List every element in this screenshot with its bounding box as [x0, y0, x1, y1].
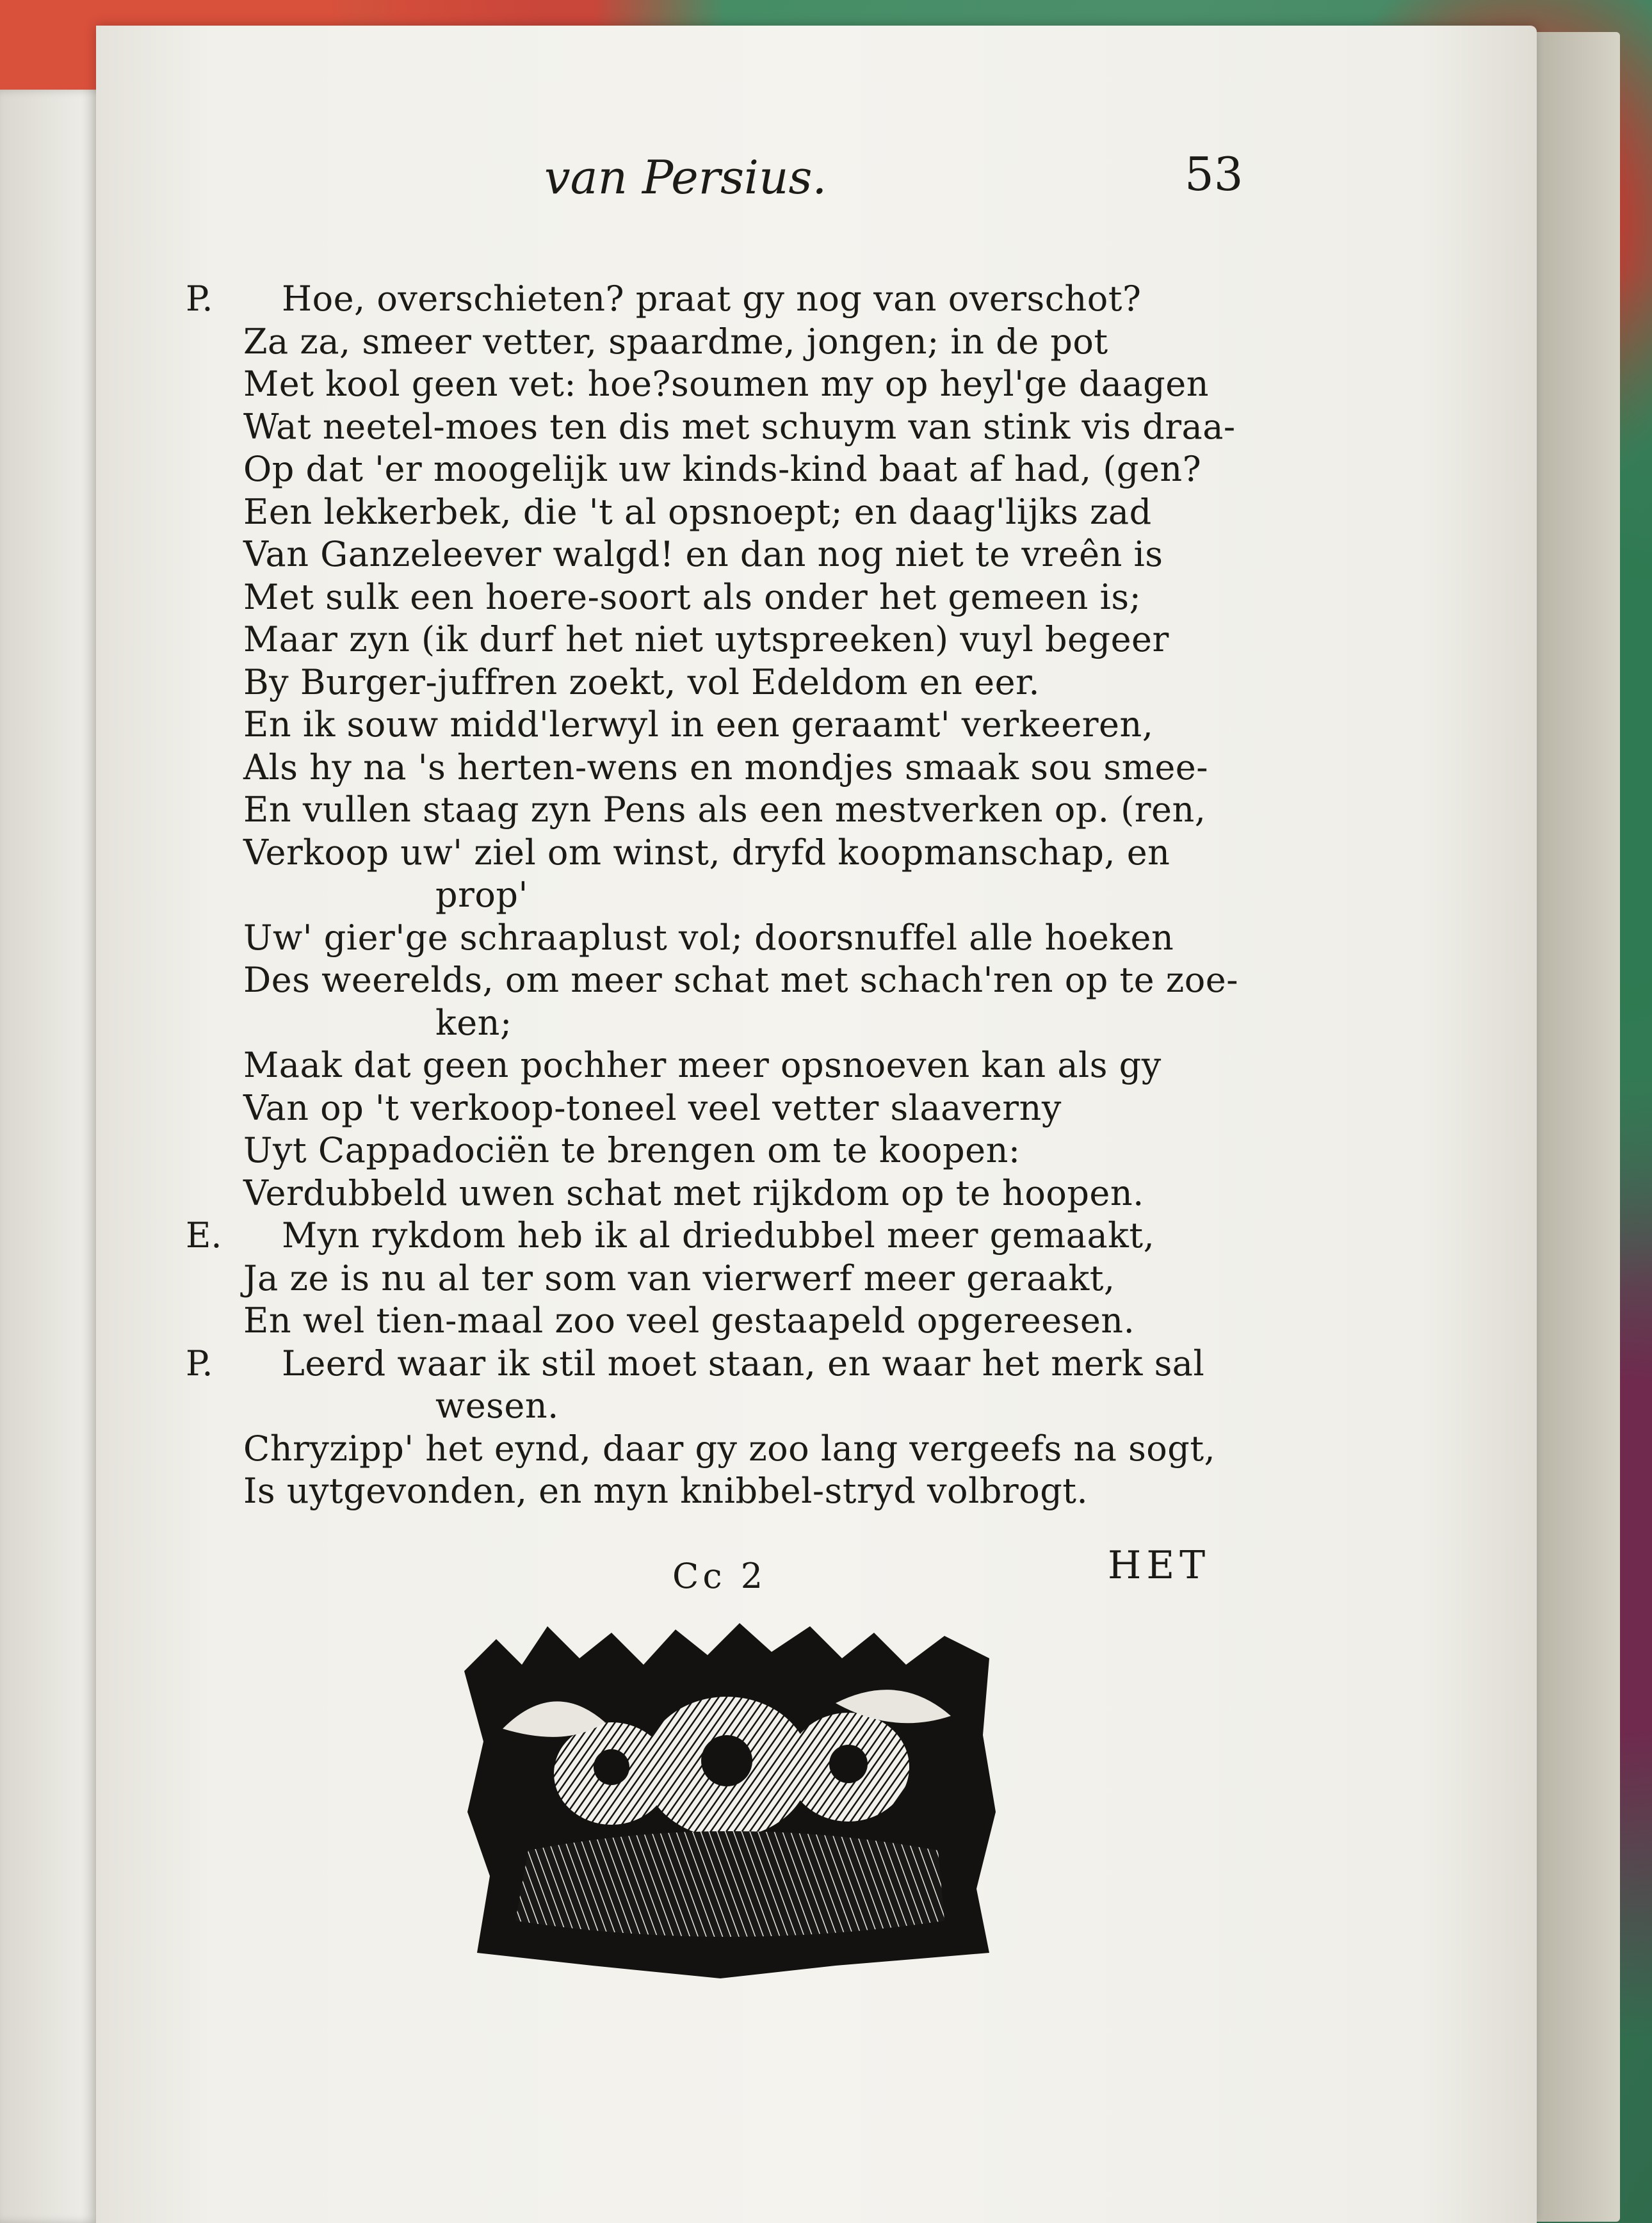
- catchword: HET: [1108, 1543, 1211, 1588]
- verse-line: Hoe, overschieten? praat gy nog van overschot?: [282, 279, 1142, 319]
- verse-line: Op dat 'er moogelijk uw kinds-kind baat af had, (gen?: [243, 449, 1202, 489]
- verse-line: En vullen staag zyn Pens als een mestverken op. (ren,: [243, 789, 1206, 830]
- verse-line: Uyt Cappadociën te brengen om te koopen:: [243, 1130, 1021, 1170]
- verse-line: wesen.: [435, 1386, 559, 1426]
- speaker-label: P.: [186, 279, 213, 319]
- verse-line: Uw' gier'ge schraaplust vol; doorsnuffel alle hoeken: [243, 917, 1174, 958]
- verse-line: En ik souw midd'lerwyl in een geraamt' verkeeren,: [243, 704, 1154, 745]
- verse-line: Za za, smeer vetter, spaardme, jongen; in de pot: [243, 321, 1108, 362]
- verse-line: Wat neetel-moes ten dis met schuym van stink vis draa-: [243, 406, 1236, 447]
- verse-line: Myn rykdom heb ik al driedubbel meer gemaakt,: [282, 1215, 1155, 1256]
- verse-line: Verdubbeld uwen schat met rijkdom op te hoopen.: [243, 1172, 1144, 1213]
- verse-line: Maar zyn (ik durf het niet uytspreeken) vuyl begeer: [243, 619, 1169, 659]
- running-head-title: van Persius.: [544, 150, 827, 204]
- verse-line: Met kool geen vet: hoe?soumen my op heyl'ge daagen: [243, 364, 1209, 404]
- speaker-label: P.: [186, 1343, 213, 1384]
- verse-line: prop': [435, 875, 528, 915]
- verse-line: Van Ganzeleever walgd! en dan nog niet te vreên is: [243, 534, 1163, 574]
- verse-line: Ja ze is nu al ter som van vierwerf meer geraakt,: [243, 1257, 1115, 1298]
- verse-line: By Burger-juffren zoekt, vol Edeldom en eer.: [243, 661, 1041, 702]
- verse-line: Maak dat geen pochher meer opsnoeven kan als gy: [243, 1045, 1162, 1085]
- verse-line: Verkoop uw' ziel om winst, dryfd koopmanschap, en: [243, 832, 1170, 873]
- verse-line: ken;: [435, 1002, 512, 1043]
- verse-line: Leerd waar ik stil moet staan, en waar het merk sal: [282, 1343, 1205, 1384]
- verse-line: Als hy na 's herten-wens en mondjes smaak sou smee-: [243, 747, 1208, 788]
- signature-mark: Cc 2: [672, 1556, 767, 1596]
- verse-line: Is uytgevonden, en myn knibbel-stryd volbrogt.: [243, 1471, 1089, 1511]
- verse-line: Met sulk een hoere-soort als onder het gemeen is;: [243, 576, 1142, 617]
- woodcut-ornament-icon: [451, 1620, 1002, 1978]
- verse-line: Een lekkerbek, die 't al opsnoept; en daag'lijks zad: [243, 491, 1152, 532]
- book-page: [96, 26, 1537, 2223]
- verse-line: Van op 't verkoop-toneel veel vetter slaaverny: [243, 1087, 1062, 1128]
- verse-line: En wel tien-maal zoo veel gestaapeld opgereesen.: [243, 1300, 1135, 1341]
- page-number: 53: [1185, 147, 1243, 201]
- verse-line: Des weerelds, om meer schat met schach'ren op te zoe-: [243, 960, 1238, 1000]
- speaker-label: E.: [186, 1215, 222, 1256]
- verse-line: Chryzipp' het eynd, daar gy zoo lang vergeefs na sogt,: [243, 1428, 1216, 1469]
